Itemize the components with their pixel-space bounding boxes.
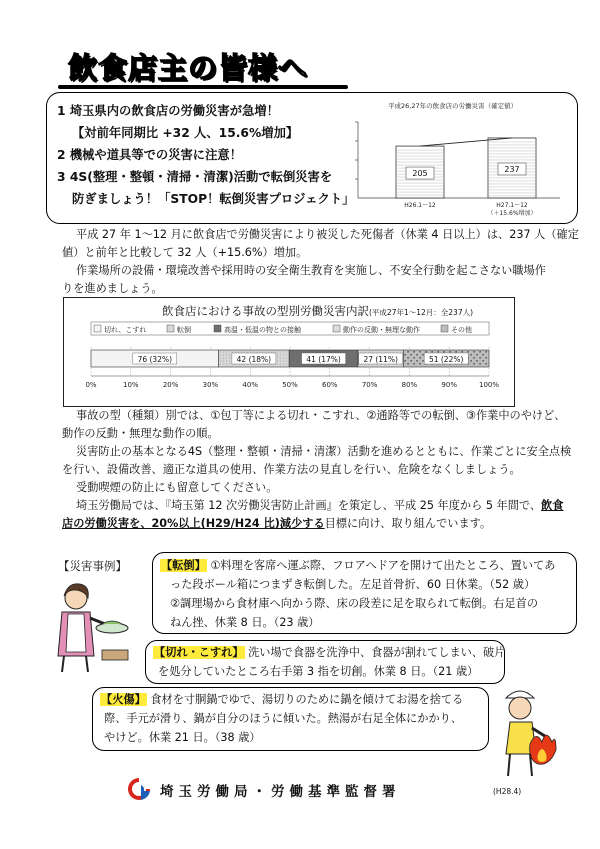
legend-swatch xyxy=(94,325,101,332)
case-cut-line-1 xyxy=(153,643,505,662)
accident-chart-frame xyxy=(63,297,515,407)
case-burn-line-3: やけど。休業 21 日。（38 歳） xyxy=(104,731,261,744)
x-tick-label: 70% xyxy=(361,381,378,389)
segment-dot xyxy=(238,352,239,353)
x-tick-label: 90% xyxy=(441,381,457,389)
legend-swatch xyxy=(167,325,174,332)
mini-bar-category: H26.1～12 xyxy=(404,202,436,209)
segment-checker xyxy=(419,357,421,359)
segment-checker xyxy=(470,360,472,362)
legend-label: 動作の反動・無理な動作 xyxy=(343,326,420,334)
segment-checker xyxy=(437,351,439,353)
segment-checker xyxy=(476,354,478,356)
segment-dot xyxy=(247,352,248,353)
legend-swatch xyxy=(214,325,221,332)
analysis-line-7-emphasis: 店の労働災害を、20%以上(H29/H24 比)減少する xyxy=(62,517,325,530)
case-fall-line-4: ねん挫、休業 8 日。（23 歳） xyxy=(170,616,320,629)
legend-label: その他 xyxy=(451,326,472,334)
segment-checker xyxy=(482,354,484,356)
segment-dot xyxy=(244,352,245,353)
segment-dot xyxy=(235,352,236,353)
mini-chart-annotation: （＋15.6%増加） xyxy=(487,210,537,217)
intro-point-1-detail: 【対前年同期比 +32 人、15.6%増加】 xyxy=(72,126,299,140)
segment-dot xyxy=(283,364,284,365)
intro-point-3: 3 4S(整理・整頓・清掃・清潔)活動で転倒災害を xyxy=(57,170,333,184)
segment-checker xyxy=(404,360,406,362)
segment-dot xyxy=(283,355,284,356)
cases-label: 【災害事例】 xyxy=(58,559,127,573)
cook-fire-illustration xyxy=(490,684,562,782)
segment-dot xyxy=(220,364,221,365)
case-fall-tag: 【転倒】 xyxy=(161,559,206,572)
analysis-line-4: を行い、設備改善、適正な道具の使用、作業方法の見直しを行い、危険をなくしましょう。 xyxy=(62,463,521,476)
segment-dot xyxy=(283,358,284,359)
segment-dot xyxy=(277,358,278,359)
segment-dot xyxy=(280,358,281,359)
segment-checker xyxy=(479,363,481,365)
segment-dot xyxy=(286,355,287,356)
intro-point-2: 2 機械や道具等での災害に注意！ xyxy=(57,148,242,162)
segment-checker xyxy=(473,351,475,353)
segment-checker xyxy=(425,351,427,353)
segment-checker xyxy=(473,357,475,359)
mini-bar-value: 205 xyxy=(412,169,428,179)
case-cut-tag: 【切れ・こすれ】 xyxy=(154,646,244,659)
segment-checker xyxy=(479,357,481,359)
mini-bar-category: H27.1～12 xyxy=(496,202,528,209)
segment-dot xyxy=(280,364,281,365)
segment-checker xyxy=(416,360,418,362)
segment-dot xyxy=(265,352,266,353)
segment-dot xyxy=(286,352,287,353)
legend-label: 転倒 xyxy=(177,326,191,334)
segment-checker xyxy=(482,360,484,362)
segment-checker xyxy=(467,351,469,353)
segment-dot xyxy=(277,364,278,365)
segment-checker xyxy=(485,363,487,365)
segment-dot xyxy=(274,352,275,353)
legend-label: 高温・低温の物との接触 xyxy=(224,326,301,334)
segment-dot xyxy=(286,358,287,359)
segment-checker xyxy=(413,351,415,353)
segment-checker xyxy=(479,351,481,353)
segment-dot xyxy=(277,361,278,362)
segment-checker xyxy=(485,351,487,353)
segment-dot xyxy=(226,352,227,353)
segment-checker xyxy=(416,354,418,356)
x-tick-label: 60% xyxy=(322,381,338,389)
case-fall-line-3: ②調理場から食材庫へ向かう際、床の段差に足を取られて転倒。右足首の xyxy=(170,597,539,610)
accident-stacked-bar-chart xyxy=(64,298,516,408)
analysis-line-6-text: 埼玉労働局では、『埼玉第 12 次労働災害防止計画』を策定し、平成 25 年度から 5 年間で、 xyxy=(76,499,542,512)
footer-date: (H28.4) xyxy=(493,787,522,796)
segment-dot xyxy=(277,352,278,353)
case-fall-line-1 xyxy=(160,556,555,575)
x-tick-label: 80% xyxy=(401,381,418,389)
segment-checker xyxy=(431,351,433,353)
data-label: 41 (17%) xyxy=(306,355,341,364)
segment-dot xyxy=(229,364,230,365)
segment-checker xyxy=(419,363,421,365)
segment-dot xyxy=(277,355,278,356)
segment-dot xyxy=(226,358,227,359)
case-fall-line-2: った段ボール箱につまずき転倒した。左足首骨折、60 日休業。（52 歳） xyxy=(170,578,536,591)
title-underline xyxy=(58,85,348,89)
x-tick-label: 100% xyxy=(478,381,500,389)
segment-dot xyxy=(229,355,230,356)
segment-dot xyxy=(232,352,233,353)
legend-swatch xyxy=(441,325,448,332)
case-cut-line-1-text: 洗い場で食器を洗浄中、食器が割れてしまい、破片 xyxy=(248,646,506,659)
analysis-line-6-emphasis: 飲食 xyxy=(541,499,564,512)
segment-dot xyxy=(220,361,221,362)
segment-checker xyxy=(473,363,475,365)
analysis-line-7-text: 目標に向け、取り組んでいます。 xyxy=(324,517,492,530)
segment-dot xyxy=(283,361,284,362)
intro-point-3-detail: 防ぎましょう！「STOP！転倒災害プロジェクト」 xyxy=(72,192,355,206)
segment-dot xyxy=(280,355,281,356)
analysis-line-3: 災害防止の基本となる4S（整理・整頓・清掃・清潔）活動を進めるとともに、作業ごとに安全点検 xyxy=(76,445,572,458)
segment-checker xyxy=(455,351,457,353)
analysis-line-5: 受動喫煙の防止にも留意してください。 xyxy=(76,481,278,494)
x-tick-label: 50% xyxy=(282,381,298,389)
segment-dot xyxy=(223,361,224,362)
case-cut-line-2: を処分していたところ右手第 3 指を切創。休業 8 日。（21 歳） xyxy=(158,665,479,678)
segment-checker xyxy=(449,351,451,353)
segment-dot xyxy=(256,352,257,353)
x-tick-label: 40% xyxy=(242,381,258,389)
segment-dot xyxy=(220,355,221,356)
segment-dot xyxy=(286,364,287,365)
segment-checker xyxy=(407,357,409,359)
segment-checker xyxy=(485,357,487,359)
segment-dot xyxy=(223,355,224,356)
segment-checker xyxy=(443,351,445,353)
footer-organization: 埼玉労働局・労働基準監督署 xyxy=(160,784,401,800)
segment-checker xyxy=(476,360,478,362)
segment-dot xyxy=(280,361,281,362)
mini-bar-value: 237 xyxy=(504,164,520,174)
summary-line-3: 作業場所の設備・環境改善や採用時の安全衛生教育を実施し、不安全行動を起こさない職場作 xyxy=(76,264,546,277)
intro-point-1: 1 埼玉県内の飲食店の労働災害が急増！ xyxy=(57,104,279,118)
x-tick-label: 30% xyxy=(202,381,219,389)
segment-checker xyxy=(407,351,409,353)
summary-line-4: りを進めましょう。 xyxy=(62,282,163,295)
accident-chart-title-text: 飲食店における事故の型別労働災害内訳 xyxy=(162,304,369,318)
page-title: 飲食店主の皆様へ xyxy=(68,51,309,85)
segment-checker xyxy=(413,357,415,359)
case-burn-tag: 【火傷】 xyxy=(101,693,146,706)
segment-dot xyxy=(229,358,230,359)
segment-dot xyxy=(226,355,227,356)
mini-bar-chart xyxy=(338,98,570,218)
segment-dot xyxy=(223,364,224,365)
summary-line-1: 平成 27 年 1～12 月に飲食店で労働災害により被災した死傷者（休業 4 日以上）は、237 人（確定 xyxy=(76,228,579,241)
x-tick-label: 10% xyxy=(123,381,139,389)
data-label: 76 (32%) xyxy=(137,355,173,364)
segment-checker xyxy=(422,354,424,356)
x-tick-label: 0% xyxy=(85,381,97,389)
segment-dot xyxy=(262,352,263,353)
data-label: 42 (18%) xyxy=(236,355,272,364)
case-burn-line-2: 際、手元が滑り、鍋が自分のほうに傾いた。熱湯が右足全体にかかり、 xyxy=(104,712,463,725)
segment-checker xyxy=(407,363,409,365)
legend-label: 切れ、こすれ xyxy=(104,326,147,334)
segment-dot xyxy=(271,352,272,353)
legend-swatch xyxy=(333,325,340,332)
segment-checker xyxy=(419,351,421,353)
segment-dot xyxy=(223,358,224,359)
segment-dot xyxy=(253,352,254,353)
analysis-line-7 xyxy=(62,515,491,533)
segment-checker xyxy=(410,354,412,356)
data-label: 51 (22%) xyxy=(428,355,464,364)
analysis-line-6 xyxy=(76,497,563,515)
segment-checker xyxy=(461,351,463,353)
segment-dot xyxy=(223,352,224,353)
case-fall-line-1-text: ①料理を客席へ運ぶ際、フロアへドアを開けて出たところ、置いてあ xyxy=(210,559,556,572)
accident-chart-subtitle: (平成27年1～12月：全237人) xyxy=(369,308,474,317)
segment-dot xyxy=(283,352,284,353)
x-tick-label: 20% xyxy=(162,381,179,389)
segment-dot xyxy=(280,352,281,353)
segment-dot xyxy=(220,352,221,353)
segment-checker xyxy=(422,360,424,362)
segment-checker xyxy=(410,360,412,362)
data-label: 27 (11%) xyxy=(363,355,398,364)
segment-dot xyxy=(268,352,269,353)
segment-dot xyxy=(226,361,227,362)
segment-checker xyxy=(413,363,415,365)
summary-line-2: 値）と前年と比較して 32 人（+15.6%）増加。 xyxy=(62,246,308,259)
segment-dot xyxy=(226,364,227,365)
segment-checker xyxy=(470,354,472,356)
mini-chart-title: 平成26,27年の飲食店の労働災害（確定値） xyxy=(388,102,518,110)
analysis-line-2: 動作の反動・無理な動作の順。 xyxy=(62,427,219,440)
segment-dot xyxy=(259,352,260,353)
case-burn-line-1-text: 食材を寸胴鍋でゆで、湯切りのために鍋を傾けてお湯を捨てる xyxy=(150,693,464,706)
segment-dot xyxy=(250,352,251,353)
case-burn-line-1 xyxy=(100,690,463,709)
segment-dot xyxy=(241,352,242,353)
labour-bureau-logo-icon xyxy=(126,776,152,802)
segment-dot xyxy=(229,361,230,362)
waitress-illustration xyxy=(40,578,132,676)
segment-checker xyxy=(404,354,406,356)
analysis-line-1: 事故の型（種類）別では、①包丁等による切れ・こすれ、②通路等での転倒、③作業中のやけど、 xyxy=(76,409,566,422)
segment-dot xyxy=(286,361,287,362)
segment-dot xyxy=(220,358,221,359)
segment-dot xyxy=(229,352,230,353)
